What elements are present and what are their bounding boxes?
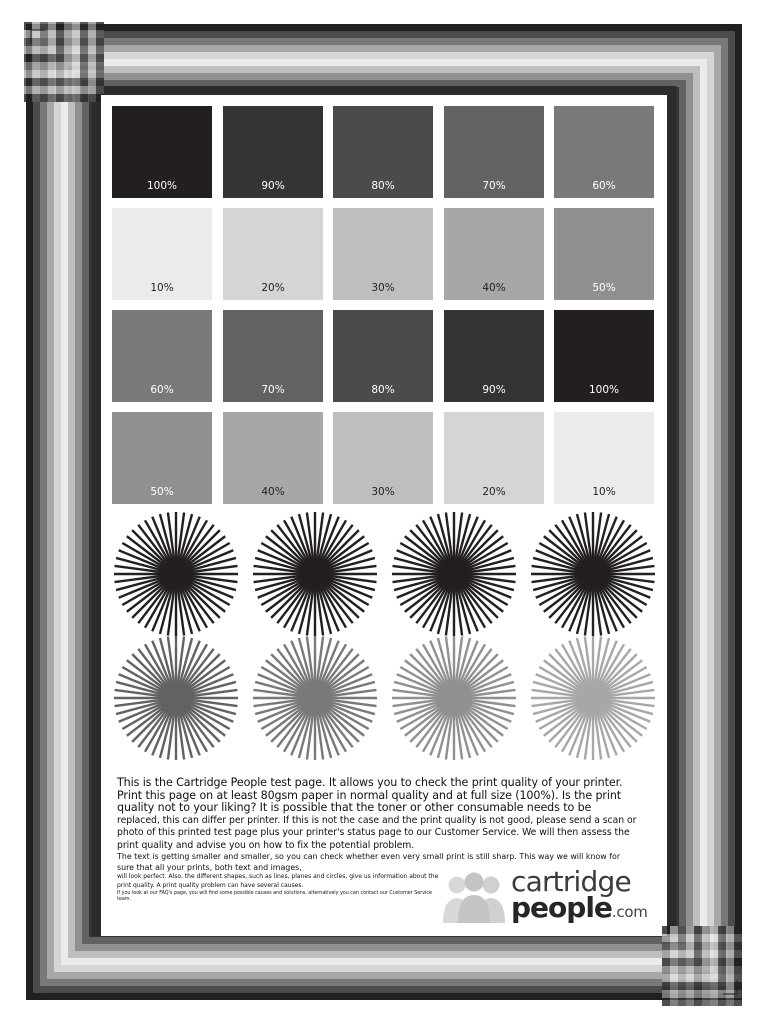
test-text-line-3: The text is getting smaller and smaller, so you can check whether even very small print is still sharp. This way we will know for sure that all your prints, both text and images, bbox=[117, 852, 621, 872]
swatch-label: 30% bbox=[371, 282, 395, 294]
people-silhouettes-icon bbox=[441, 871, 509, 923]
swatch-1-4 bbox=[444, 106, 544, 198]
test-text-line-4: will look perfect. Also, the different shapes, such as lines, planes and circles, give us information about the print quality. A print quality problem can have several causes. bbox=[117, 873, 439, 890]
swatch-label: 90% bbox=[261, 180, 285, 192]
swatch-label: 80% bbox=[371, 384, 395, 396]
swatch-3-5 bbox=[554, 310, 654, 402]
corner-plaid-stripe bbox=[24, 94, 104, 102]
swatch-4-3 bbox=[333, 412, 433, 504]
starburst-1-2 bbox=[252, 511, 378, 637]
swatch-label: 90% bbox=[482, 384, 506, 396]
swatch-1-3 bbox=[333, 106, 433, 198]
swatch-label: 10% bbox=[592, 486, 616, 498]
swatch-label: 20% bbox=[261, 282, 285, 294]
swatch-label: 40% bbox=[482, 282, 506, 294]
test-text-line-5: If you look at our FAQ's page, you will find some possible causes and solutions, alternatively you can contact our Customer Service team. bbox=[117, 890, 432, 903]
swatch-3-3 bbox=[333, 310, 433, 402]
swatch-label: 100% bbox=[588, 384, 620, 396]
swatch-label: 60% bbox=[592, 180, 616, 192]
starburst-2-4 bbox=[530, 635, 656, 761]
swatch-label: 80% bbox=[371, 180, 395, 192]
starburst-2-1 bbox=[113, 635, 239, 761]
swatch-4-1 bbox=[112, 412, 212, 504]
swatch-label: 70% bbox=[261, 384, 285, 396]
swatch-2-5 bbox=[554, 208, 654, 300]
swatch-2-3 bbox=[333, 208, 433, 300]
swatch-1-5 bbox=[554, 106, 654, 198]
swatch-label: 30% bbox=[371, 486, 395, 498]
swatch-label: 50% bbox=[592, 282, 616, 294]
swatch-1-2 bbox=[223, 106, 323, 198]
logo-word-cartridge: cartridge bbox=[511, 865, 631, 898]
starburst-2-3 bbox=[391, 635, 517, 761]
swatch-label: 20% bbox=[482, 486, 506, 498]
swatch-label: 50% bbox=[150, 486, 174, 498]
swatch-label: 60% bbox=[150, 384, 174, 396]
swatch-4-4 bbox=[444, 412, 544, 504]
starburst-1-4 bbox=[530, 511, 656, 637]
starburst-rows bbox=[101, 505, 662, 765]
swatch-label: 40% bbox=[261, 486, 285, 498]
swatch-3-1 bbox=[112, 310, 212, 402]
test-text-line-2: replaced, this can differ per printer. If this is not the case and the print quality is not good, please send a scan or photo of this printed test page plus your printer's status page to our Customer Service. We will then assess the print quality and advise you on how to fix the potential problem. bbox=[117, 814, 637, 851]
logo-people-text: people bbox=[511, 891, 612, 924]
starburst-1-3 bbox=[391, 511, 517, 637]
starburst-2-2 bbox=[252, 635, 378, 761]
starburst-1-1 bbox=[113, 511, 239, 637]
corner-plaid-stripe bbox=[662, 998, 742, 1006]
logo-word-people bbox=[511, 893, 648, 927]
swatch-label: 100% bbox=[146, 180, 178, 192]
cartridge-people-logo bbox=[441, 867, 651, 923]
swatch-2-1 bbox=[112, 208, 212, 300]
swatch-2-4 bbox=[444, 208, 544, 300]
swatch-1-1 bbox=[112, 106, 212, 198]
swatch-2-2 bbox=[223, 208, 323, 300]
swatch-3-2 bbox=[223, 310, 323, 402]
logo-dot-com: .com bbox=[611, 903, 648, 921]
swatch-label: 10% bbox=[150, 282, 174, 294]
swatch-4-5 bbox=[554, 412, 654, 504]
swatch-label: 70% bbox=[482, 180, 506, 192]
corner-plaid-stripe bbox=[24, 86, 104, 94]
test-text-line-1: This is the Cartridge People test page. It allows you to check the print quality of your printer. Print this page on at least 80gsm paper in normal quality and at full size (100%). Is the print quality not to your liking? It is possible that the toner or other consumable needs to be bbox=[117, 776, 623, 815]
test-sheet bbox=[101, 95, 662, 927]
corner-plaid-stripe bbox=[96, 22, 104, 102]
swatch-3-4 bbox=[444, 310, 544, 402]
swatch-4-2 bbox=[223, 412, 323, 504]
